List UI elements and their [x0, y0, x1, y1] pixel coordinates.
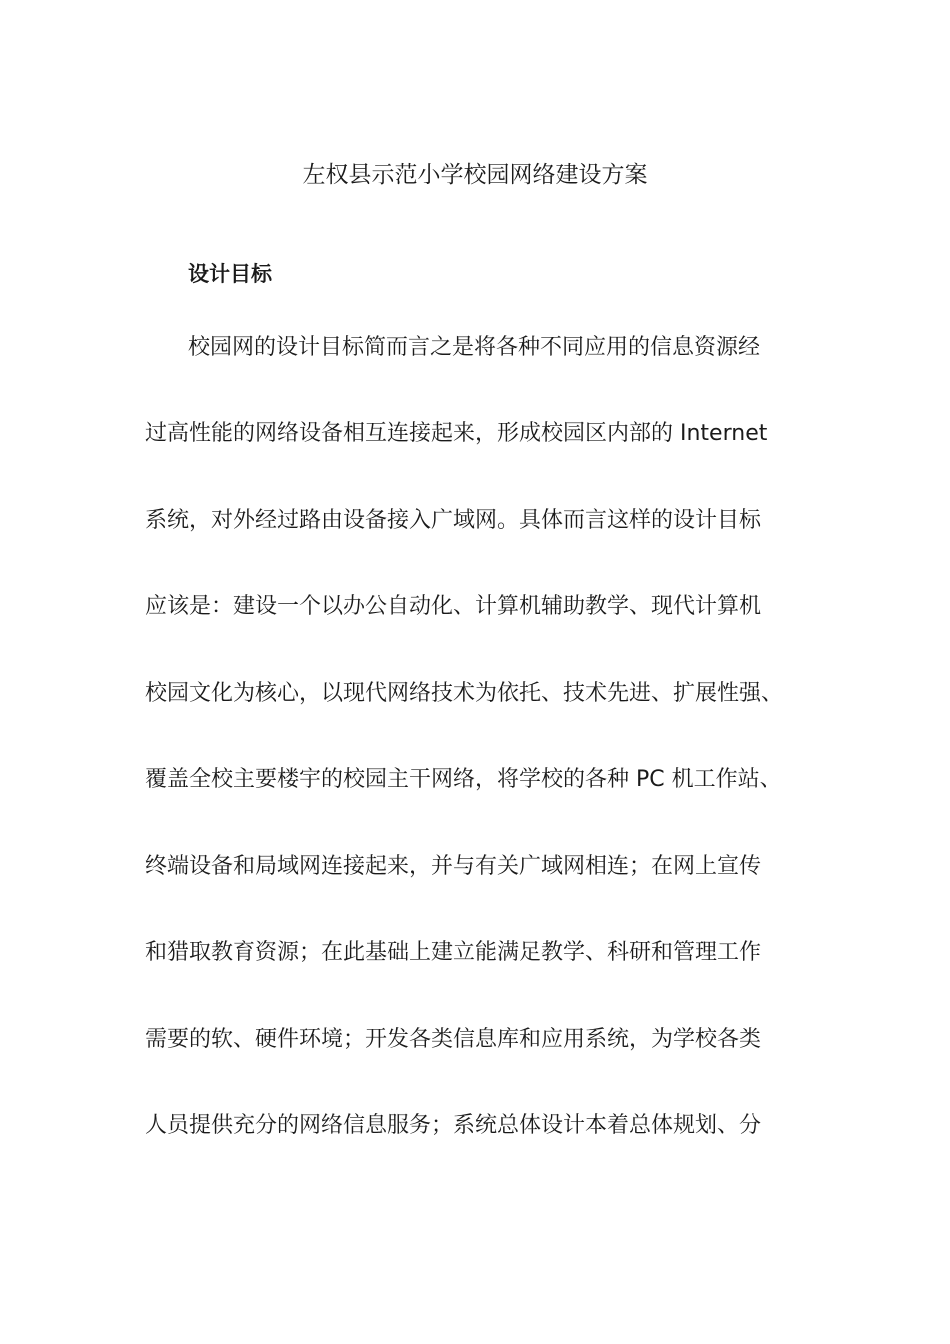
paragraph-line: 校园文化为核心，以现代网络技术为依托、技术先进、扩展性强、	[145, 681, 784, 706]
section-heading: 设计目标	[188, 262, 272, 286]
paragraph-line: 过高性能的网络设备相互连接起来，形成校园区内部的 Internet	[145, 421, 768, 446]
paragraph-line: 人员提供充分的网络信息服务；系统总体设计本着总体规划、分	[145, 1113, 762, 1138]
paragraph-line: 应该是：建设一个以办公自动化、计算机辅助教学、现代计算机	[145, 594, 762, 619]
paragraph-line: 和猎取教育资源；在此基础上建立能满足教学、科研和管理工作	[145, 940, 762, 965]
document-title: 左权县示范小学校园网络建设方案	[302, 162, 648, 188]
paragraph-line: 终端设备和局域网连接起来，并与有关广域网相连；在网上宣传	[145, 854, 762, 879]
paragraph-line: 系统，对外经过路由设备接入广域网。具体而言这样的设计目标	[145, 508, 762, 533]
paragraph-line: 校园网的设计目标简而言之是将各种不同应用的信息资源经	[188, 335, 761, 360]
paragraph-line: 需要的软、硬件环境；开发各类信息库和应用系统，为学校各类	[145, 1027, 762, 1052]
paragraph-line: 覆盖全校主要楼宇的校园主干网络，将学校的各种 PC 机工作站、	[145, 767, 782, 792]
